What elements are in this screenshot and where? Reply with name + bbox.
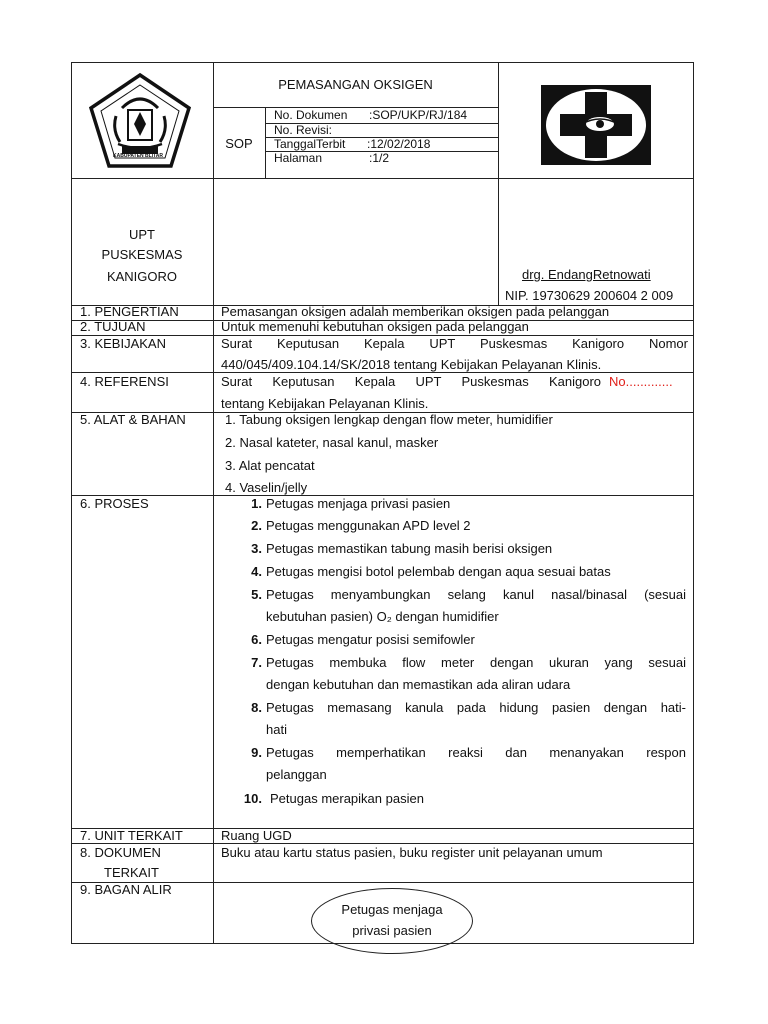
step-number: 10. bbox=[243, 791, 262, 806]
alat-item: 4. Vaselin/jelly bbox=[225, 480, 308, 495]
tanggal-terbit-value: :12/02/2018 bbox=[367, 137, 431, 151]
kebijakan-line-2: 440/045/409.104.14/SK/2018 tentang Kebijakan Pelayanan Klinis. bbox=[221, 357, 602, 372]
alat-item: 2. Nasal kateter, nasal kanul, masker bbox=[225, 435, 439, 450]
header-bottom bbox=[71, 178, 694, 179]
proses-step bbox=[240, 788, 424, 810]
step-number: 9. bbox=[251, 745, 262, 760]
sop-label: SOP bbox=[225, 136, 253, 151]
tujuan-label: 2. TUJUAN bbox=[80, 319, 146, 334]
proses-step bbox=[240, 515, 471, 537]
referensi-number-placeholder: No............. bbox=[609, 374, 673, 389]
step-text: Petugas menjaga privasi pasien bbox=[266, 496, 451, 511]
kebijakan-label: 3. KEBIJAKAN bbox=[80, 336, 166, 351]
referensi-line-1: Surat Keputusan Kepala UPT Puskesmas Kanigoro bbox=[221, 374, 601, 389]
proses-label: 6. PROSES bbox=[80, 496, 149, 511]
step-number: 8. bbox=[251, 700, 262, 715]
halaman-label: Halaman bbox=[274, 151, 323, 165]
pengertian-text: Pemasangan oksigen adalah memberikan oksigen pada pelanggan bbox=[221, 304, 610, 319]
frame-right bbox=[693, 62, 694, 944]
step-text: Petugas menyambungkan selang kanul nasal/binasal (sesuai bbox=[266, 587, 686, 602]
proses-step bbox=[240, 561, 611, 583]
proses-step bbox=[240, 629, 475, 651]
alat-item: 3. Alat pencatat bbox=[225, 458, 315, 473]
dokumen-terkait-label: 8. DOKUMEN bbox=[80, 845, 161, 860]
header-divider-1 bbox=[213, 62, 214, 305]
step-text: Petugas memasang kanula pada hidung pasien dengan hati- bbox=[266, 700, 686, 715]
step-text: Petugas memastikan tabung masih berisi oksigen bbox=[266, 541, 553, 556]
step-number: 3. bbox=[251, 541, 262, 556]
proses-step bbox=[240, 742, 686, 764]
step-text: dengan kebutuhan dan memastikan ada aliran udara bbox=[266, 677, 571, 692]
step-text: hati bbox=[266, 722, 287, 737]
step-number: 2. bbox=[251, 518, 262, 533]
step-number: 7. bbox=[251, 655, 262, 670]
frame-top bbox=[71, 62, 694, 63]
signatory-nip: NIP. 19730629 200604 2 009 bbox=[505, 288, 674, 303]
no-dokumen-value: :SOP/UKP/RJ/184 bbox=[369, 108, 468, 122]
step-text: kebutuhan pasien) O₂ dengan humidifier bbox=[266, 609, 499, 624]
document-title: PEMASANGAN OKSIGEN bbox=[278, 77, 433, 92]
org-line-2: PUSKESMAS bbox=[101, 247, 183, 262]
signatory-name: drg. EndangRetnowati bbox=[522, 267, 651, 282]
tanggal-terbit-label: TanggalTerbit bbox=[274, 137, 346, 151]
kebijakan-line-1: Surat Keputusan Kepala UPT Puskesmas Kanigoro Nomor bbox=[221, 336, 688, 351]
unit-terkait-label: 7. UNIT TERKAIT bbox=[80, 828, 183, 843]
no-dokumen-label: No. Dokumen bbox=[274, 108, 348, 122]
step-text: Petugas membuka flow meter dengan ukuran yang sesuai bbox=[266, 655, 686, 670]
referensi-line-2: tentang Kebijakan Pelayanan Klinis. bbox=[221, 396, 429, 411]
proses-step bbox=[240, 584, 686, 606]
bagan-alir-label: 9. BAGAN ALIR bbox=[80, 882, 172, 897]
no-revisi-label: No. Revisi: bbox=[274, 123, 333, 137]
pengertian-label: 1. PENGERTIAN bbox=[80, 304, 179, 319]
frame-left bbox=[71, 62, 72, 944]
flowchart-node-line-1: Petugas menjaga bbox=[341, 902, 443, 917]
logo-caption: KABUPATEN BLITAR bbox=[113, 153, 163, 159]
tujuan-text: Untuk memenuhi kebutuhan oksigen pada pelanggan bbox=[221, 319, 529, 334]
step-text: Petugas mengisi botol pelembab dengan aqua sesuai batas bbox=[266, 564, 611, 579]
label-column-divider bbox=[213, 305, 214, 943]
org-line-1: UPT bbox=[129, 227, 155, 242]
proses-step bbox=[240, 538, 553, 560]
step-text: Petugas merapikan pasien bbox=[270, 791, 424, 806]
step-text: Petugas mengatur posisi semifowler bbox=[266, 632, 475, 647]
dokumen-terkait-label-2: TERKAIT bbox=[104, 865, 159, 880]
puskesmas-logo-icon bbox=[540, 84, 652, 166]
proses-step bbox=[240, 697, 686, 719]
alat-bahan-label: 5. ALAT & BAHAN bbox=[80, 412, 186, 427]
step-text: Petugas menggunakan APD level 2 bbox=[266, 518, 471, 533]
step-number: 1. bbox=[251, 496, 262, 511]
unit-terkait-text: Ruang UGD bbox=[221, 828, 292, 843]
referensi-label: 4. REFERENSI bbox=[80, 374, 169, 389]
sop-divider bbox=[265, 107, 266, 178]
org-line-3: KANIGORO bbox=[106, 269, 178, 284]
step-text: pelanggan bbox=[266, 767, 327, 782]
alat-item: 1. Tabung oksigen lengkap dengan flow meter, humidifier bbox=[225, 412, 553, 427]
proses-step bbox=[240, 493, 451, 515]
flowchart-node-line-2: privasi pasien bbox=[352, 923, 432, 938]
proses-step bbox=[240, 652, 686, 674]
dokumen-terkait-text: Buku atau kartu status pasien, buku register unit pelayanan umum bbox=[221, 845, 603, 860]
step-number: 6. bbox=[251, 632, 262, 647]
header-divider-2 bbox=[498, 62, 499, 305]
halaman-value: :1/2 bbox=[369, 151, 390, 165]
step-number: 4. bbox=[251, 564, 262, 579]
step-number: 5. bbox=[251, 587, 262, 602]
step-text: Petugas memperhatikan reaksi dan menanyakan respon bbox=[266, 745, 686, 760]
